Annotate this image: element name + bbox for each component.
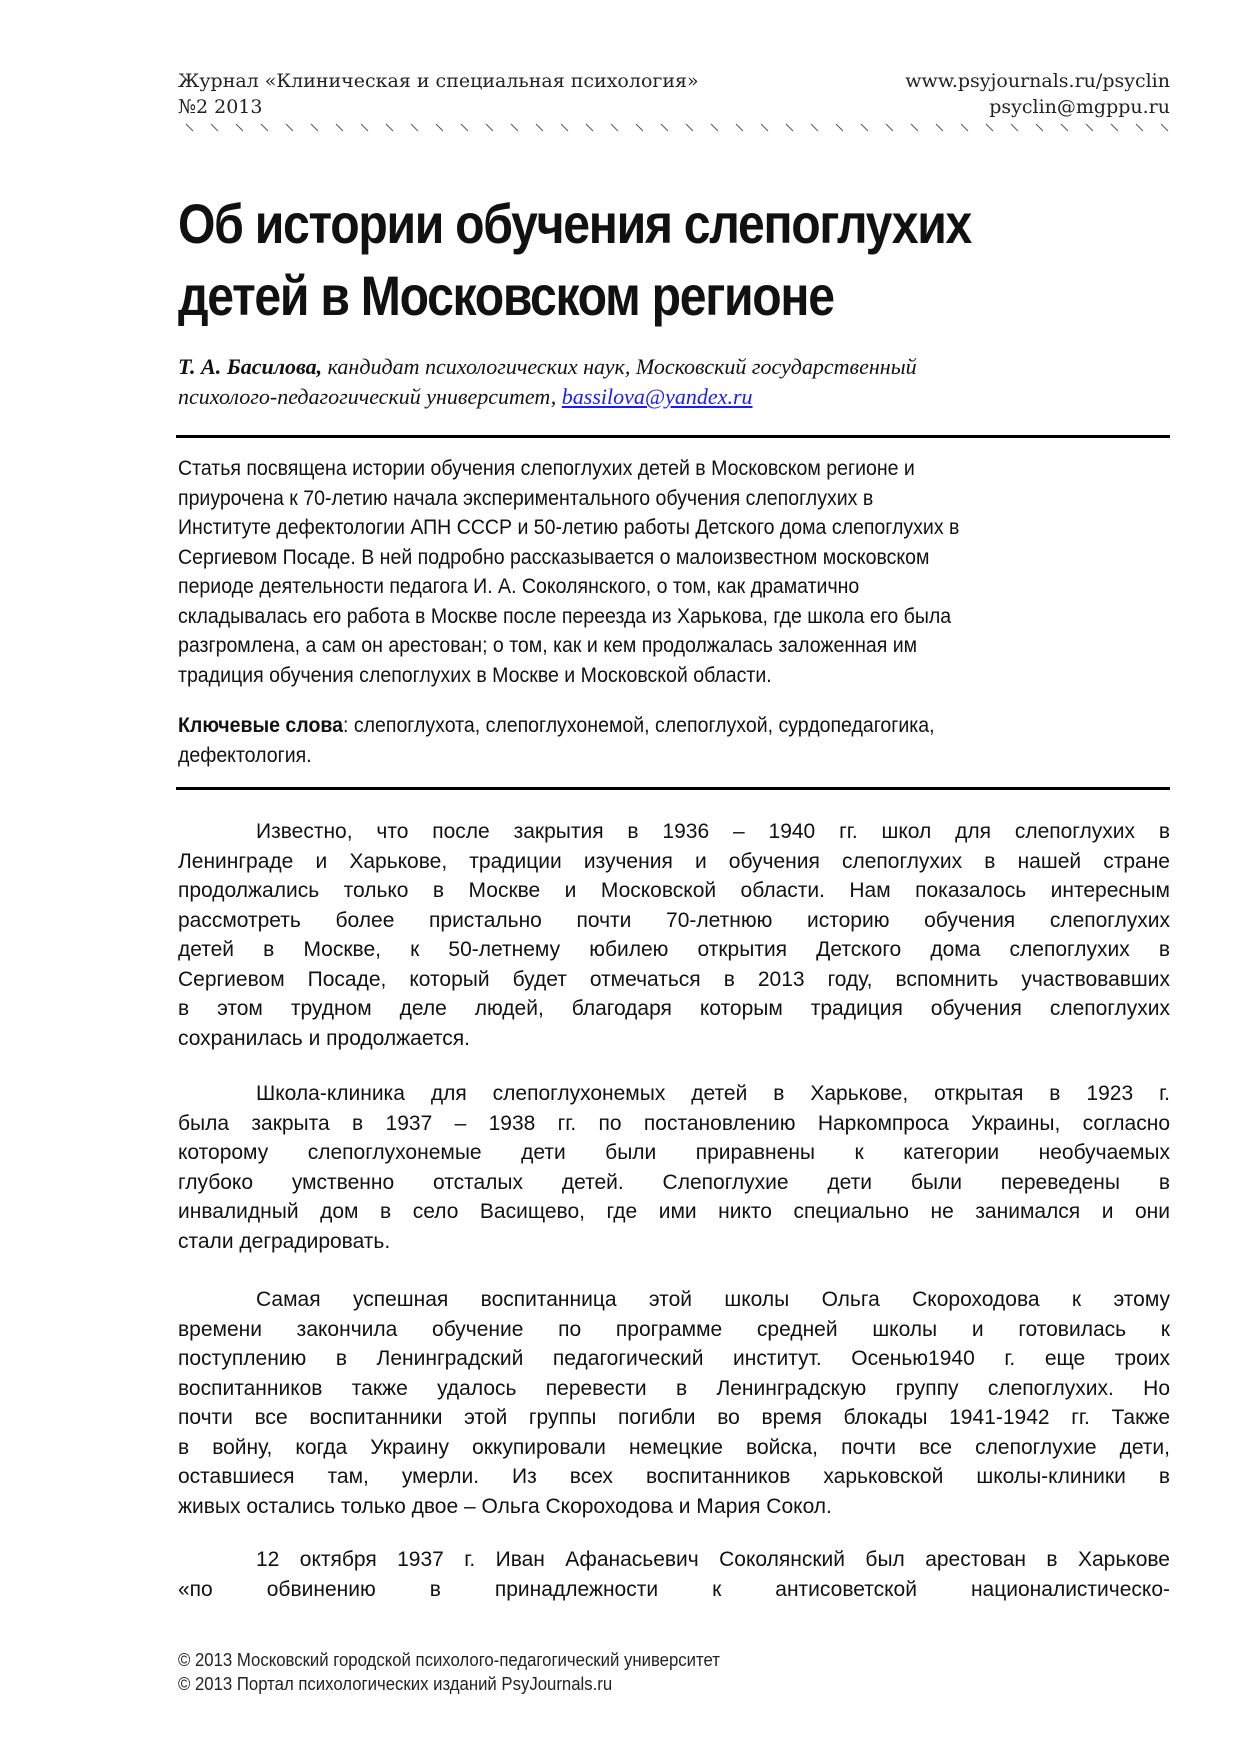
paragraph-line: инвалидный дом в село Васищево, где ими никто специально не занимался и они [178,1200,1170,1223]
author-block [178,352,1170,412]
abstract-line: периоде деятельности педагога И. А. Соколянского, о том, как драматично [178,575,860,598]
keywords [178,711,1170,770]
author-affiliation: кандидат психологических наук, Московский государственный [322,354,917,379]
paragraph-line: воспитанников также удалось перевести в Ленинградскую группу слепоглухих. Но [178,1376,1170,1400]
keywords-list: : слепоглухота, слепоглухонемой, слепоглухой, сурдопедагогика, [342,714,935,737]
abstract-line: Институте дефектологии АПН СССР и 50-летию работы Детского дома слепоглухих в [178,516,960,539]
abstract [178,454,1170,690]
paragraph-line: сохранилась и продолжается. [178,1026,470,1050]
paragraph-line: рассмотреть более пристально почти 70-летнюю историю обучения слепоглухих [178,908,1170,932]
paragraph-line: 12 октября 1937 г. Иван Афанасьевич Соколянский был арестован в Харькове [256,1548,1170,1571]
paragraph-line: оставшиеся там, умерли. Из всех воспитанников харьковской школы-клиники в [178,1465,1170,1488]
paragraph-line: почти все воспитанники этой группы погибли во время блокады 1941-1942 гг. Также [178,1406,1170,1429]
body-paragraph [178,817,1170,1053]
abstract-line: складывалась его работа в Москве после переезда из Харькова, где школа его была [178,604,952,628]
author-email-link[interactable]: bassilova@yandex.ru [561,384,753,409]
copyright-portal: © 2013 Портал психологических изданий PsyJournals.ru [178,1674,613,1694]
paragraph-line: была закрыта в 1937 – 1938 гг. по постановлению Наркомпроса Украины, согласно [178,1111,1170,1135]
keywords-list-cont: дефектология. [178,743,312,767]
journal-website-link[interactable]: www.psyjournals.ru/psyclin [905,70,1170,92]
paragraph-line: «по обвинению в принадлежности к антисоветской националистическо- [178,1577,1170,1601]
abstract-line: разгромлена, а сам он арестован; о том, как и кем продолжалась заложенная им [178,634,918,657]
issue-number: №2 2013 [178,96,263,118]
author-affiliation-cont: психолого-педагогический университет, [178,384,562,409]
paragraph-line: в войну, когда Украину оккупировали немецкие войска, почти все слепоглухие дети, [178,1435,1170,1459]
paragraph-line: Самая успешная воспитанница этой школы Ольга Скороходова к этому [256,1288,1170,1311]
journal-name: Журнал «Клиническая и специальная психология» [178,70,699,92]
abstract-line: Сергиевом Посаде. В ней подробно рассказывается о малоизвестном московском [178,545,930,569]
paragraph-line: поступлению в Ленинградский педагогический институт. Осенью1940 г. еще троих [178,1347,1170,1370]
paragraph-line: Сергиевом Посаде, который будет отмечаться в 2013 году, вспомнить участвовавших [178,967,1170,991]
paragraph-line: глубоко умственно отсталых детей. Слепоглухие дети были переведены в [178,1170,1170,1194]
copyright-university: © 2013 Московский городской психолого-педагогический университет [178,1650,720,1670]
abstract-line: приурочена к 70-летию начала экспериментального обучения слепоглухих в [178,486,874,510]
article-title-line: детей в Московском регионе [178,264,834,327]
paragraph-line: Известно, что после закрытия в 1936 – 1940 гг. школ для слепоглухих в [256,820,1170,843]
paragraph-line: Школа-клиника для слепоглухонемых детей в Харькове, открытая в 1923 г. [256,1082,1170,1105]
paragraph-line: Ленинграде и Харькове, традиции изучения и обучения слепоглухих в нашей стране [178,849,1170,873]
paragraph-line: в этом трудном деле людей, благодаря которым традиция обучения слепоглухих [178,997,1170,1020]
article-title [178,188,1176,332]
running-head-left [178,68,699,120]
abstract-top-rule [176,435,1170,438]
paragraph-line: которому слепоглухонемые дети были приравнены к категории необучаемых [178,1141,1170,1164]
paragraph-line: детей в Москве, к 50-летнему юбилею открытия Детского дома слепоглухих в [178,938,1170,961]
abstract-bottom-rule [176,787,1170,790]
body-paragraph [178,1285,1170,1521]
author-name: Т. А. Басилова, [178,354,323,379]
page-footer [178,1648,1170,1696]
abstract-line: Статья посвящена истории обучения слепоглухих детей в Московском регионе и [178,457,915,480]
body-paragraph [178,1079,1170,1256]
journal-email-link[interactable]: psyclin@mgppu.ru [989,96,1170,118]
abstract-line: традиция обучения слепоглухих в Москве и Московской области. [178,663,772,687]
paragraph-line: времени закончила обучение по программе средней школы и готовилась к [178,1317,1170,1341]
article-title-line: Об истории обучения слепоглухих [178,192,972,255]
paragraph-line: продолжались только в Москве и Московской области. Нам показалось интересным [178,879,1170,902]
paragraph-line: живых остались только двое – Ольга Скороходова и Мария Сокол. [178,1494,832,1518]
keywords-label: Ключевые слова [178,714,343,737]
header-hatch-divider [178,123,1170,133]
paragraph-line: стали деградировать. [178,1229,391,1253]
running-head-right [905,68,1170,120]
body-paragraph [178,1545,1170,1604]
